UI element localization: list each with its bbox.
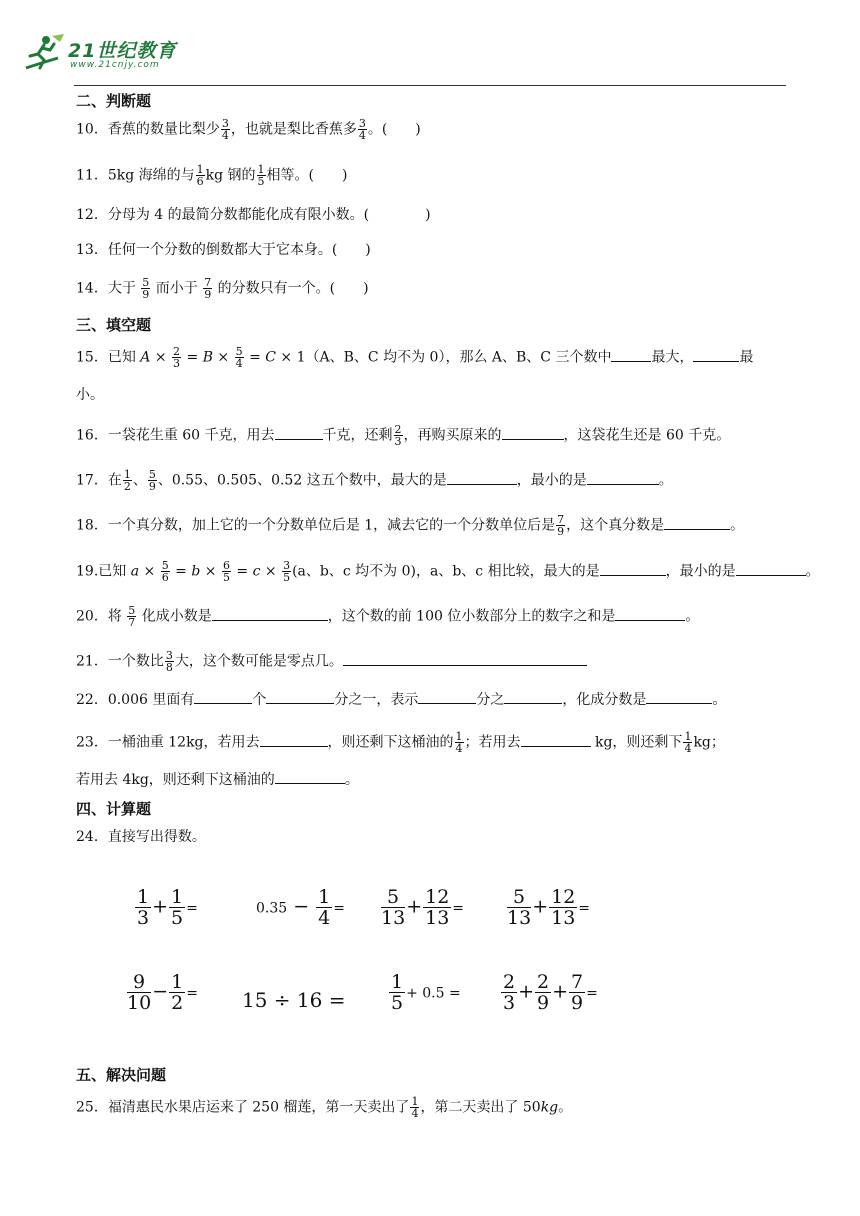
question-15-cont: 小。 (76, 387, 104, 403)
question-13: 13．任何一个分数的倒数都大于它本身。( ) (76, 242, 371, 258)
question-21: 21．一个数比 $\frac{3}{8}$ 大，这个数可能是零点几。 (76, 650, 587, 673)
section-calculation: 四、计算题 (76, 800, 152, 818)
question-24: 24．直接写出得数。 (76, 829, 206, 845)
question-20: 20．将 $\frac{5}{7}$ 化成小数是 ，这个数的前 100 位小数部分上的数字之和是 。 (76, 604, 700, 629)
calc-2: 0.35 − $\frac{1}{4}$ = (256, 886, 345, 929)
calc-4: $\frac{5}{13}$ + $\frac{12}{13}$ = (507, 886, 591, 929)
question-16: 16．一袋花生重 60 千克，用去 千克，还剩 $\frac{2}{3}$ ，再购买原来的 ，这袋花生还是 60 千克。 (76, 423, 731, 448)
logo-url: www.21cnjy.com (70, 60, 160, 70)
section-fill-blank: 三、填空题 (76, 316, 152, 334)
question-14: 14．大于 $\frac{5}{9}$ 而小于 $\frac{7}{9}$ 的分数只有一个。( ) (76, 276, 369, 301)
calc-7: $\frac{1}{5}$ + 0.5 = (391, 971, 461, 1014)
question-23-cont: 若用去 4kg，则还剩下这桶油的 。 (76, 772, 359, 788)
question-25: 25．福清惠民水果店运来了 250 榴莲，第一天卖出了 $\frac{1}{4}$ ，第二天卖出了 50kg。 (76, 1095, 573, 1120)
question-15: 15．已知 A × $\frac{2}{3}$ = B × $\frac{5}{4}$ = C × 1（A、B、C 均不为 0），那么 A、B、C 三个数中 最大， 最 (76, 345, 754, 370)
calc-8: $\frac{2}{3}$ + $\frac{2}{9}$ + $\frac{7}{9}$ = (503, 971, 598, 1014)
section-problem-solving: 五、解决问题 (76, 1066, 167, 1084)
question-11: 11．5kg 海绵的与 $\frac{1}{6}$ kg 钢的 $\frac{1}{5}$ 相等。( ) (76, 163, 348, 188)
section-judgement: 二、判断题 (76, 92, 152, 110)
question-18: 18．一个真分数，加上它的一个分数单位后是 1，减去它的一个分数单位后是 $\frac{7}{9}$ ，这个真分数是 。 (76, 513, 745, 538)
calc-6: 15 ÷ 16 = (242, 988, 346, 1012)
question-19: 19.已知 a × $\frac{5}{6}$ = b × $\frac{6}{5}$ = c × $\frac{3}{5}$ (a、b、c 均不为 0)，a、b、c 相比较，最大的是 ，最小的是 。 (76, 559, 820, 584)
calc-5: $\frac{9}{10}$ − $\frac{1}{2}$ = (127, 971, 198, 1014)
question-23: 23．一桶油重 12kg，若用去 ，则还剩下这桶油的 $\frac{1}{4}$ ；若用去 kg，则还剩下 $\frac{1}{4}$ kg； (76, 730, 725, 755)
runner-logo-icon (18, 34, 66, 74)
calc-1: $\frac{1}{3}$ + $\frac{1}{5}$ = (137, 886, 198, 929)
calc-3: $\frac{5}{13}$ + $\frac{12}{13}$ = (381, 886, 465, 929)
question-17: 17．在 $\frac{1}{2}$ 、 $\frac{5}{9}$ 、0.55、0.505、0.52 这五个数中，最大的是 ，最小的是 。 (76, 468, 673, 493)
header-rule (74, 85, 786, 86)
logo-text: 21世纪教育 (68, 40, 177, 62)
question-22: 22．0.006 里面有 个 分之一，表示 分之 ，化成分数是 。 (76, 692, 727, 708)
question-10: 10．香蕉的数量比梨少 $\frac{3}{4}$ ，也就是梨比香蕉多 $\frac{3}{4}$ 。( ) (76, 117, 421, 142)
logo (18, 34, 188, 76)
question-12: 12．分母为 4 的最简分数都能化成有限小数。( ) (76, 207, 431, 223)
